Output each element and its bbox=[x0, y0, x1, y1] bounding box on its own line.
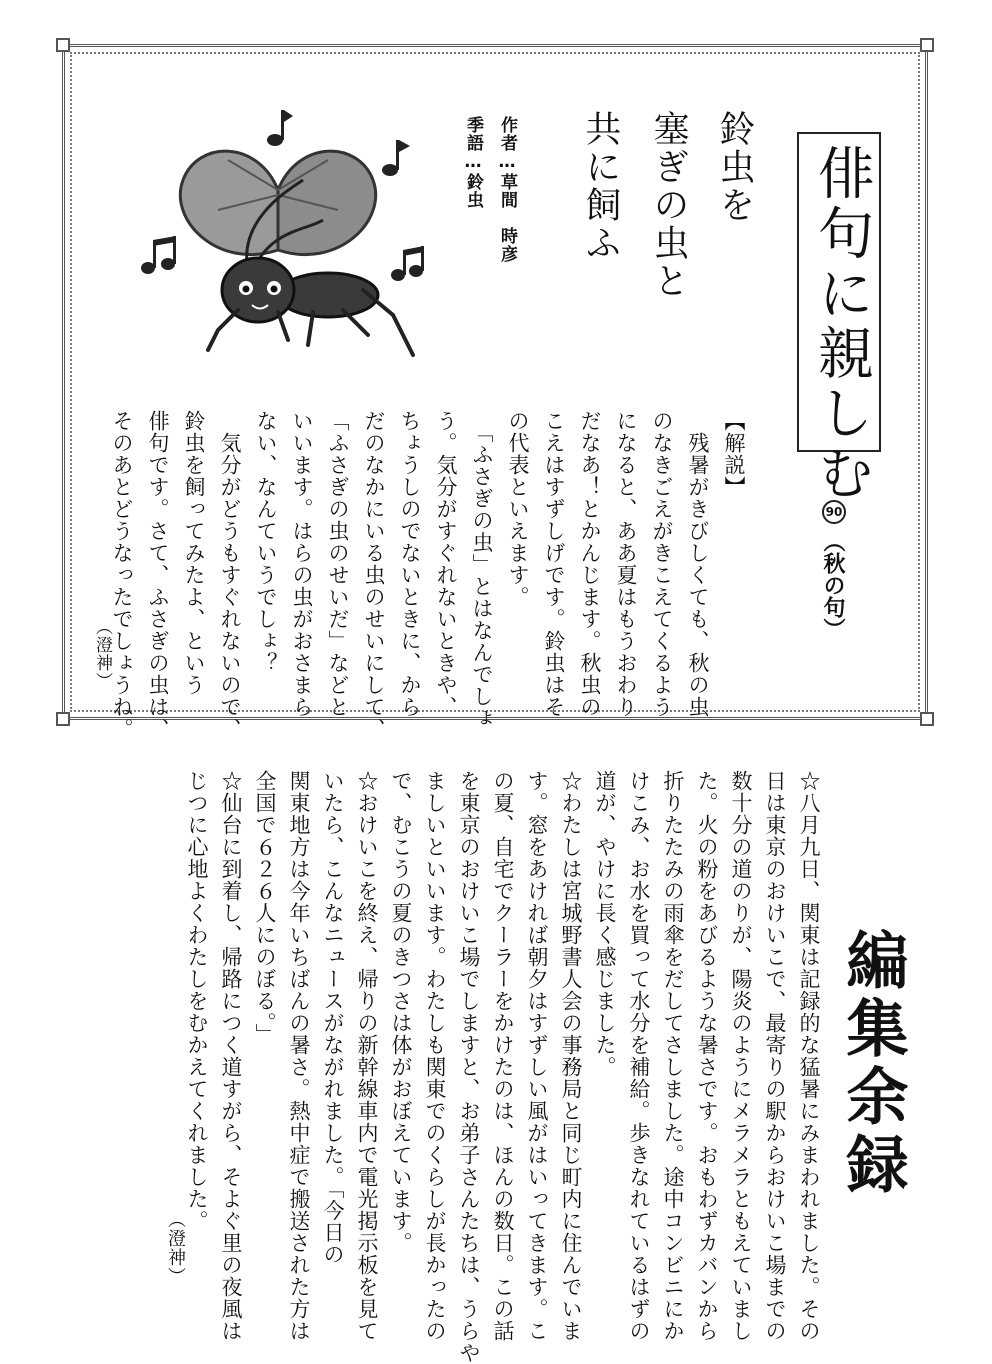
explanation-line: 「ふさぎの虫」とはなんでしょ bbox=[470, 410, 494, 730]
explanation-line: 残暑がきびしくても、秋の虫 bbox=[686, 410, 710, 718]
editorial-line: す。窓をあければ朝夕はすずしい風がはいってきます。こ bbox=[525, 770, 549, 1342]
editorial-line: を東京のおけいこ場でしますと、お弟子さんたちは、うらや bbox=[457, 770, 481, 1364]
explanation-line: そのあとどうなったでしょうね。 bbox=[110, 410, 134, 740]
singing-cricket-illustration bbox=[128, 100, 428, 360]
haiku-line-2: 塞ぎの虫と bbox=[648, 110, 689, 300]
explanation-line: のなきごえがきこえてくるよう bbox=[650, 410, 674, 718]
editorial-line: で、むこうの夏のきつさは体がおぼえています。 bbox=[389, 770, 413, 1254]
editorial-line: いたら、こんなニュースがながれました。「今日の bbox=[321, 770, 345, 1266]
editorial-line: けこみ、お水を買って水分を補給。歩きなれているはずの bbox=[627, 770, 651, 1342]
frame-corner bbox=[56, 38, 70, 52]
kigo-label: 季語…鈴虫 bbox=[463, 116, 483, 209]
explanation-signature: （澄神） bbox=[92, 618, 112, 690]
editorial-line: 関東地方は今年いちばんの暑さ。熱中症で搬送された方は bbox=[287, 770, 311, 1342]
music-note-icon bbox=[267, 110, 293, 146]
music-note-icon bbox=[382, 140, 410, 176]
explanation-line: 鈴虫を飼ってみたよ、という bbox=[182, 410, 206, 696]
explanation-line: 俳句です。さて、ふさぎの虫は、 bbox=[146, 410, 170, 740]
editorial-line: 日は東京のおけいこで、最寄りの駅からおけいこ場までの bbox=[763, 770, 787, 1342]
music-note-icon bbox=[391, 246, 424, 281]
issue-number-badge: 90 bbox=[822, 500, 846, 524]
editorial-signature: （澄神） bbox=[165, 1210, 186, 1286]
editorial-line: ☆仙台に到着し、帰路につく道すがら、そよぐ里の夜風は bbox=[219, 770, 243, 1342]
frame-corner bbox=[920, 38, 934, 52]
editorial-line: じつに心地よくわたしをむかえてくれました。 bbox=[185, 770, 209, 1232]
haiku-title-box bbox=[797, 132, 881, 504]
editorial-title: 編集余録 bbox=[836, 928, 909, 1200]
haiku-section-title: 俳句に親しむ bbox=[809, 144, 874, 504]
explanation-line: う。気分がすぐれないときや、 bbox=[434, 410, 458, 718]
explanation-line: こえはすずしげです。鈴虫はそ bbox=[542, 410, 566, 718]
frame-corner bbox=[920, 712, 934, 726]
editorial-line: ましいといいます。わたしも関東でのくらしが長かったの bbox=[423, 770, 447, 1342]
explanation-line: だのなかにいる虫のせいにして、 bbox=[362, 410, 386, 740]
frame-corner bbox=[56, 712, 70, 726]
haiku-line-3: 共に飼ふ bbox=[580, 110, 621, 262]
explanation-line: ない、なんていうでしょ？ bbox=[254, 410, 278, 674]
editorial-line: の夏、自宅でクーラーをかけたのは、ほんの数日。この話 bbox=[491, 770, 515, 1342]
editorial-line: ☆八月九日、関東は記録的な猛暑にみまわれました。その bbox=[797, 770, 821, 1342]
author-label: 作者…草間 時彦 bbox=[497, 116, 517, 263]
explanation-line: 「ふさぎの虫のせいだ」などと bbox=[326, 410, 350, 718]
editorial-line: 全国で６２６人にのぼる。」 bbox=[253, 770, 277, 1046]
explanation-line: いいます。はらの虫がおさまら bbox=[290, 410, 314, 718]
explanation-heading: 【解説】 bbox=[722, 410, 746, 498]
explanation-line: ちょうしのでないときに、から bbox=[398, 410, 422, 718]
explanation-line: の代表といえます。 bbox=[506, 410, 530, 608]
editorial-line: た。火の粉をあびるような暑さです。おもわずカバンから bbox=[695, 770, 719, 1342]
explanation-line: だなあ！とかんじます。秋虫の bbox=[578, 410, 602, 718]
explanation-line: になると、ああ夏はもうおわり bbox=[614, 410, 638, 718]
explanation-line: 気分がどうもすぐれないので、 bbox=[218, 410, 242, 740]
editorial-line: ☆おけいこを終え、帰りの新幹線車内で電光掲示板を見て bbox=[355, 770, 379, 1342]
editorial-line: 折りたたみの雨傘をだしてさしました。途中コンビニにか bbox=[661, 770, 685, 1342]
season-label: （秋の句） bbox=[820, 530, 846, 640]
music-note-icon bbox=[141, 236, 176, 274]
editorial-line: 道が、やけに長く感じました。 bbox=[593, 770, 617, 1078]
editorial-line: 数十分の道のりが、陽炎のようにメラメラともえていまし bbox=[729, 770, 753, 1342]
editorial-line: ☆わたしは宮城野書人会の事務局と同じ町内に住んでいま bbox=[559, 770, 583, 1342]
haiku-line-1: 鈴虫を bbox=[714, 110, 755, 224]
